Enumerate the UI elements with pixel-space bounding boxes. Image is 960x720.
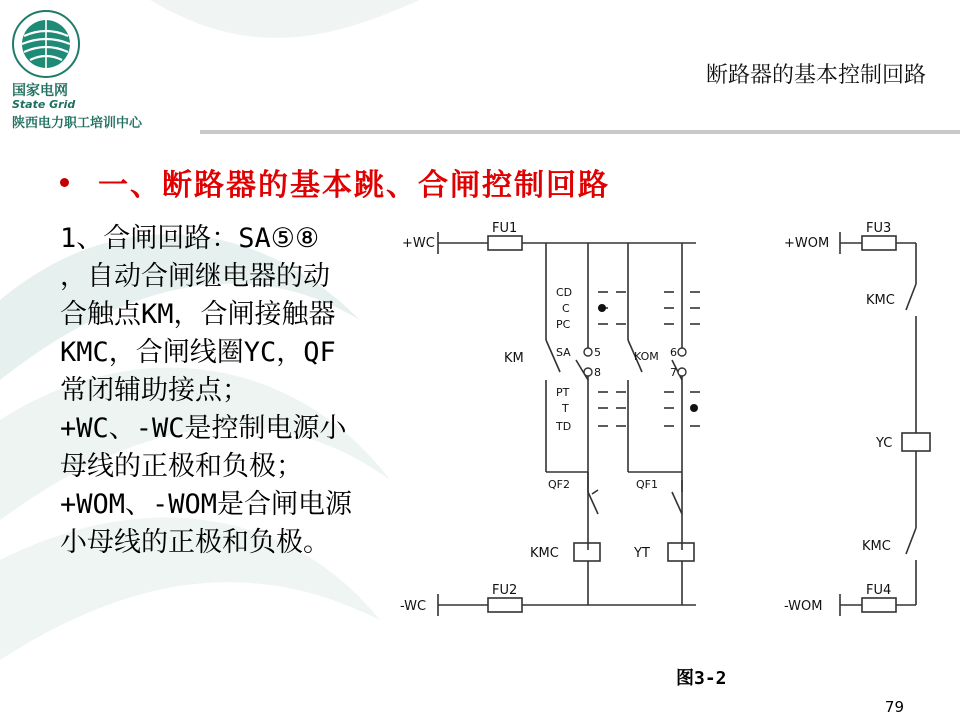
label-km: KM	[504, 351, 524, 366]
org-subtitle: 陕西电力职工培训中心	[12, 116, 143, 131]
label-pt: PT	[556, 386, 570, 399]
body-line: KMC，合闸线圈YC，QF	[60, 337, 336, 368]
label-mwc: -WC	[400, 599, 427, 614]
label-qf1: QF1	[636, 478, 658, 491]
label-kom: KOM	[634, 350, 659, 363]
label-kmc-top: KMC	[866, 293, 895, 308]
label-yt: YT	[634, 546, 650, 561]
label-cd: CD	[556, 286, 573, 299]
label-t: T	[562, 402, 569, 415]
label-pc: PC	[556, 318, 571, 331]
org-name-cn: 国家电网	[12, 83, 68, 99]
label-pwc: +WC	[402, 236, 435, 251]
label-c: C	[562, 302, 570, 315]
body-line: +WOM、-WOM是合闸电源	[60, 489, 353, 520]
label-yc: YC	[876, 436, 893, 451]
label-pwom: +WOM	[784, 236, 830, 251]
bullet-icon	[60, 178, 69, 187]
label-n8: 8	[594, 366, 601, 379]
header-divider	[200, 130, 960, 134]
label-sa: SA	[556, 346, 571, 359]
body-line: +WC、-WC是控制电源小	[60, 413, 347, 444]
label-kmc-bottom: KMC	[862, 539, 891, 554]
slide-heading: 一、断路器的基本跳、合闸控制回路	[98, 168, 610, 203]
body-line: 母线的正极和负极；	[60, 451, 303, 482]
body-line: ，自动合闸继电器的动	[60, 261, 330, 292]
label-fu3: FU3	[866, 221, 892, 236]
body-line: 小母线的正极和负极。	[60, 527, 330, 558]
label-td: TD	[556, 420, 572, 433]
label-n6: 6	[670, 346, 677, 359]
slide-body	[60, 220, 440, 562]
label-kmc: KMC	[530, 546, 559, 561]
label-fu4: FU4	[866, 583, 892, 598]
label-n7: 7	[670, 366, 677, 379]
page-number: 79	[884, 698, 904, 716]
label-n5: 5	[594, 346, 601, 359]
label-fu1: FU1	[492, 221, 518, 236]
globe-icon	[6, 6, 86, 82]
label-mwom: -WOM	[784, 599, 823, 614]
body-line: 常闭辅助接点；	[60, 375, 249, 406]
circuit-diagram	[396, 210, 960, 650]
org-name-en: State Grid	[12, 98, 76, 111]
body-line: 1、合闸回路：SA⑤⑧	[60, 223, 320, 254]
label-fu2: FU2	[492, 583, 518, 598]
label-qf2: QF2	[548, 478, 570, 491]
body-line: 合触点KM，合闸接触器	[60, 299, 336, 330]
figure-caption: 图3-2	[676, 668, 727, 689]
slide-header-title: 断路器的基本控制回路	[705, 63, 926, 88]
